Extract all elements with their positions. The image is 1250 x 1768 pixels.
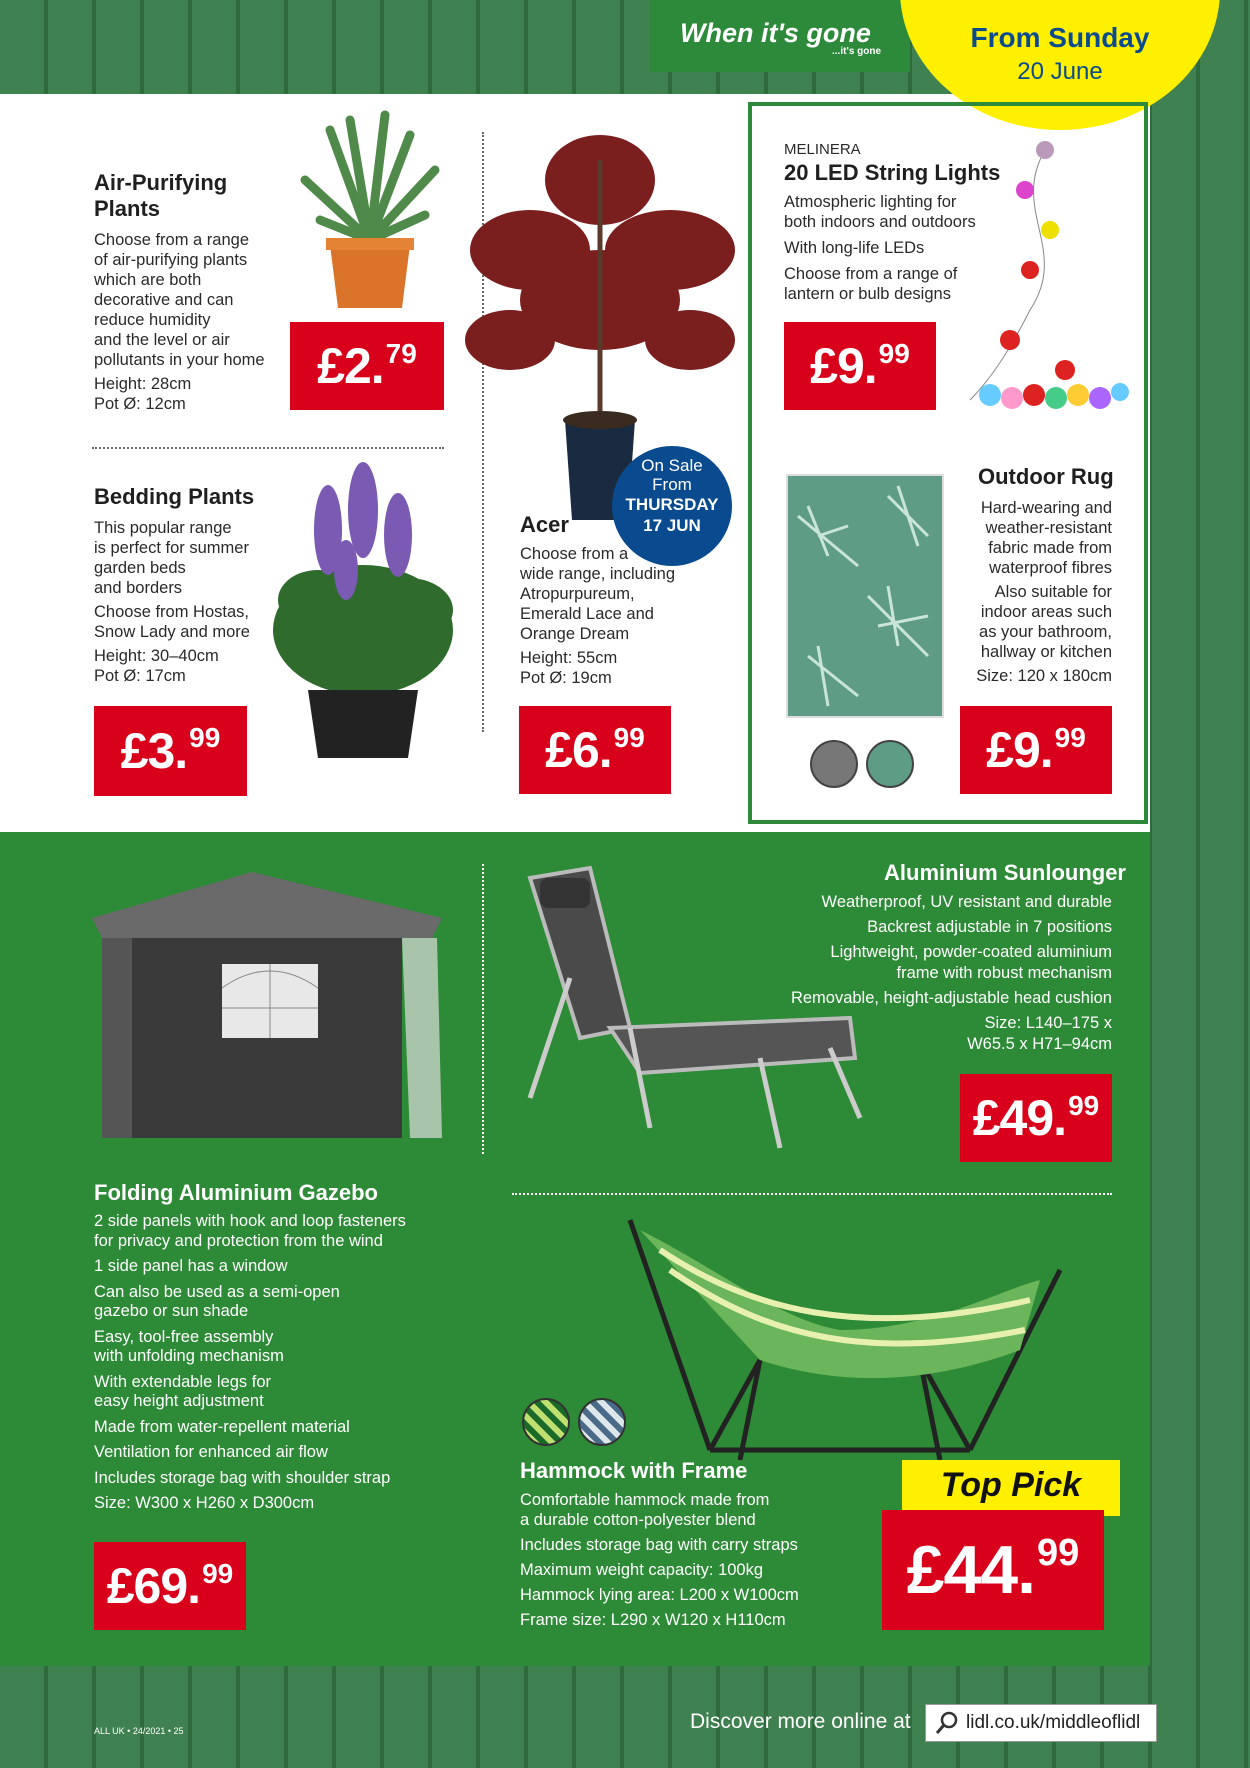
website-url: lidl.co.uk/middleoflidl xyxy=(966,1712,1141,1733)
lights-title: 20 LED String Lights xyxy=(784,160,1001,185)
hammock-price: £44. 99 xyxy=(882,1510,1104,1630)
sunlounger-title: Aluminium Sunlounger xyxy=(884,860,1126,885)
divider xyxy=(482,864,484,1154)
acer-sale-badge: On Sale From THURSDAY 17 JUN xyxy=(612,446,732,566)
hammock-image xyxy=(600,1210,1090,1460)
gazebo-image xyxy=(92,868,452,1148)
gazebo-desc: 2 side panels with hook and loop fasteners for privacy and protection from the wind 1 side panel has a window Can also be used as a semi-open gazebo or sun shade Easy, tool-free assembly with unfolding mechanism With extendable legs for easy height adjustment Made from water-repellent material Ventilation for enhanced air flow Includes storage bag with shoulder strap Size: W300 x H260 x D300cm xyxy=(94,1212,406,1512)
website-link[interactable] xyxy=(925,1704,1157,1742)
from-sunday-label: From Sunday xyxy=(970,22,1150,53)
air-plants-price: £2. 79 xyxy=(290,322,444,410)
lights-price: £9. 99 xyxy=(784,322,936,410)
hammock-desc: Comfortable hammock made from a durable cotton-polyester blend Includes storage bag with carry straps Maximum weight capacity: 100kg Hammock lying area: L200 x W100cm Frame size: L290 x W120 x H110cm xyxy=(520,1491,799,1629)
sunlounger-desc: Weatherproof, UV resistant and durable Backrest adjustable in 7 positions Lightweight, powder-coated aluminium frame with robust mechanism Removable, height-adjustable head cushion Size: L140–175 x W65.5 x H71–94cm xyxy=(790,893,1112,1053)
discover-label: Discover more online at xyxy=(690,1710,911,1733)
lights-brand: MELINERA xyxy=(784,141,861,158)
bedding-plants-price: £3. 99 xyxy=(94,706,247,796)
outdoor-rug-image xyxy=(786,474,944,718)
when-its-gone-label: When it's gone xyxy=(680,18,871,48)
lights-desc: Atmospheric lighting for both indoors and outdoors With long-life LEDs Choose from a range of lantern or bulb designs xyxy=(784,193,976,303)
aloe-plant-image xyxy=(290,110,450,310)
lupin-plant-image xyxy=(268,460,458,760)
page-code: ALL UK • 24/2021 • 25 xyxy=(94,1726,184,1736)
acer-price: £6. 99 xyxy=(519,706,671,794)
acer-desc: Choose from a wide range, including Atropurpureum, Emerald Lace and Orange Dream Height: 55cm Pot Ø: 19cm xyxy=(520,545,676,687)
divider xyxy=(92,447,444,449)
date-label: 20 June xyxy=(1017,58,1103,85)
its-gone-small-label: ...it's gone xyxy=(832,46,882,57)
sunlounger-price: £49. 99 xyxy=(960,1074,1112,1162)
acer-title: Acer xyxy=(520,512,569,537)
top-pick-label: Top Pick xyxy=(940,1466,1082,1504)
hammock-title: Hammock with Frame xyxy=(520,1458,748,1483)
bedding-plants-desc: This popular range is perfect for summer garden beds and borders Choose from Hostas, Snow Lady and more Height: 30–40cm Pot Ø: 17cm xyxy=(94,519,250,685)
air-plants-title-1: Air-Purifying xyxy=(94,170,228,195)
gazebo-price: £69. 99 xyxy=(94,1542,246,1630)
rug-desc: Hard-wearing and weather-resistant fabric made from waterproof fibres Also suitable for indoor areas such as your bathroom, hallway or kitchen Size: 120 x 180cm xyxy=(976,499,1112,685)
air-plants-desc: Choose from a range of air-purifying plants which are both decorative and can reduce humidity and the level or air pollutants in your home Height: 28cm Pot Ø: 12cm xyxy=(94,231,265,413)
hammock-swatch-green xyxy=(522,1398,570,1446)
string-lights-image xyxy=(950,130,1130,420)
search-icon xyxy=(934,1710,960,1736)
divider xyxy=(512,1193,1112,1195)
bedding-plants-title: Bedding Plants xyxy=(94,484,255,509)
rug-swatch-grey xyxy=(810,740,858,788)
rug-title: Outdoor Rug xyxy=(978,464,1114,489)
air-plants-title-2: Plants xyxy=(94,196,161,221)
rug-swatch-green xyxy=(866,740,914,788)
gazebo-title: Folding Aluminium Gazebo xyxy=(94,1180,378,1205)
hammock-swatch-blue xyxy=(578,1398,626,1446)
rug-price: £9. 99 xyxy=(960,706,1112,794)
